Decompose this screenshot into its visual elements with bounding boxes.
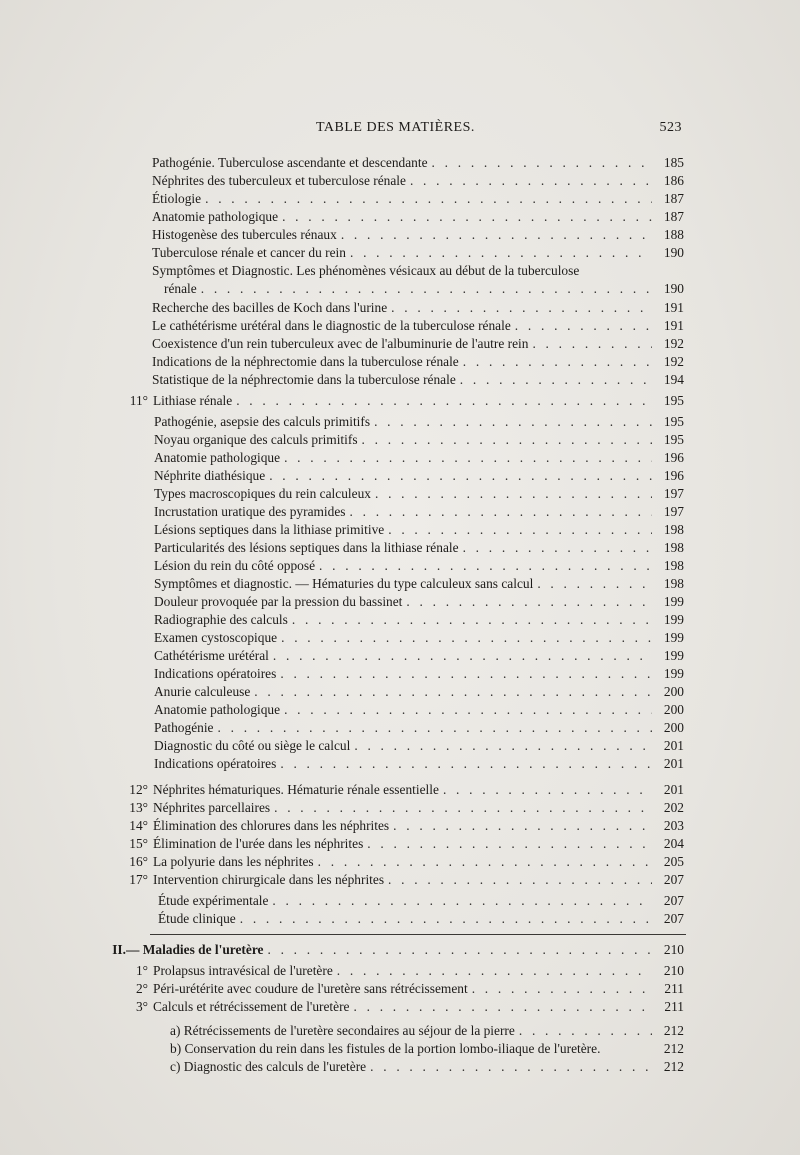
toc-entry-title: Prolapsus intravésical de l'uretère bbox=[153, 963, 333, 978]
toc-entry bbox=[0, 665, 800, 683]
dot-leader bbox=[280, 665, 652, 683]
toc-entry-page: 201 bbox=[663, 756, 684, 771]
dot-leader bbox=[350, 503, 652, 521]
toc-entry-number: 1° bbox=[135, 963, 148, 978]
toc-entry bbox=[0, 701, 800, 719]
toc-entry-page: 200 bbox=[663, 702, 684, 717]
toc-entry bbox=[0, 485, 800, 503]
dot-leader bbox=[218, 719, 653, 737]
toc-entry-page: 205 bbox=[663, 854, 684, 869]
dot-leader bbox=[236, 392, 652, 410]
toc-entry bbox=[0, 154, 800, 172]
toc-entry-page: 197 bbox=[663, 504, 684, 519]
toc-entry-title: Anatomie pathologique bbox=[154, 702, 281, 717]
dot-leader bbox=[391, 299, 652, 317]
dot-leader bbox=[319, 557, 652, 575]
toc-entry-number: 13° bbox=[129, 800, 148, 815]
toc-entry-page: 200 bbox=[663, 720, 684, 735]
dot-leader bbox=[532, 335, 652, 353]
toc-entry bbox=[0, 539, 800, 557]
toc-entry bbox=[0, 910, 800, 928]
toc-entry-number: 12° bbox=[129, 782, 148, 797]
toc-entry-page: 210 bbox=[663, 942, 684, 957]
toc-entry-title: Pathogénie bbox=[154, 720, 214, 735]
dot-leader bbox=[432, 154, 652, 172]
toc-entry-page: 195 bbox=[663, 432, 684, 447]
dot-leader bbox=[443, 781, 652, 799]
toc-entry-page: 210 bbox=[663, 963, 684, 978]
toc-entry-number: II. bbox=[112, 942, 126, 957]
toc-entry-title: Statistique de la néphrectomie dans la tuberculose rénale bbox=[152, 372, 456, 387]
dot-leader bbox=[240, 910, 652, 928]
toc-entry-title: Anatomie pathologique bbox=[154, 450, 281, 465]
dot-leader bbox=[273, 647, 652, 665]
dot-leader bbox=[337, 962, 652, 980]
toc-entry bbox=[0, 1022, 800, 1040]
dot-leader bbox=[410, 172, 652, 190]
toc-entry-title: Lésions septiques dans la lithiase primitive bbox=[154, 522, 385, 537]
toc-entry-title: rénale bbox=[164, 281, 197, 296]
toc-entry-page: 191 bbox=[663, 318, 684, 333]
toc-entry bbox=[0, 998, 800, 1016]
toc-entry-page: 190 bbox=[663, 281, 684, 296]
toc-entry-page: 185 bbox=[663, 155, 684, 170]
toc-entry-page: 187 bbox=[663, 191, 684, 206]
dot-leader bbox=[282, 208, 652, 226]
toc-entry bbox=[0, 353, 800, 371]
toc-entry-page: 192 bbox=[663, 354, 684, 369]
toc-entry bbox=[0, 262, 800, 280]
toc-entry bbox=[0, 226, 800, 244]
toc-entry bbox=[0, 335, 800, 353]
toc-entry bbox=[0, 647, 800, 665]
dot-leader bbox=[460, 371, 652, 389]
toc-entry-page: 199 bbox=[663, 594, 684, 609]
toc-entry-page: 196 bbox=[663, 468, 684, 483]
toc-entry-page: 199 bbox=[663, 666, 684, 681]
toc-entry-page: 197 bbox=[663, 486, 684, 501]
dot-leader bbox=[284, 701, 652, 719]
toc-entry-title: Élimination de l'urée dans les néphrites bbox=[153, 836, 364, 851]
toc-entry-page: 198 bbox=[663, 576, 684, 591]
toc-entry bbox=[0, 781, 800, 799]
toc-entry-title: Symptômes et Diagnostic. Les phénomènes vésicaux au début de la tuberculose bbox=[152, 263, 580, 278]
toc-entry-title: Incrustation uratique des pyramides bbox=[154, 504, 346, 519]
dot-leader bbox=[269, 467, 652, 485]
toc-entry-title: c) Diagnostic des calculs de l'uretère bbox=[170, 1059, 367, 1074]
dot-leader bbox=[463, 353, 652, 371]
toc-entry bbox=[0, 557, 800, 575]
dot-leader bbox=[367, 835, 652, 853]
dot-leader bbox=[205, 190, 652, 208]
toc-entry bbox=[0, 737, 800, 755]
toc-entry-title: Péri-urétérite avec coudure de l'uretère sans rétrécissement bbox=[153, 981, 468, 996]
toc-entry bbox=[0, 244, 800, 262]
toc-entry bbox=[0, 208, 800, 226]
toc-entry bbox=[0, 593, 800, 611]
toc-entry-title: — Maladies de l'uretère bbox=[126, 942, 264, 957]
dot-leader bbox=[393, 817, 652, 835]
dot-leader bbox=[281, 629, 652, 647]
toc-entry-title: Néphrites parcellaires bbox=[153, 800, 271, 815]
toc-entry-title: Noyau organique des calculs primitifs bbox=[154, 432, 358, 447]
toc-entry-title: Examen cystoscopique bbox=[154, 630, 278, 645]
toc-entry-page: 204 bbox=[663, 836, 684, 851]
dot-leader bbox=[463, 539, 652, 557]
toc-entry-title: Lithiase rénale bbox=[153, 393, 233, 408]
toc-entry-page: 196 bbox=[663, 450, 684, 465]
toc-entry bbox=[0, 413, 800, 431]
toc-entry-title: Le cathétérisme urétéral dans le diagnostic de la tuberculose rénale bbox=[152, 318, 511, 333]
section-rule bbox=[150, 934, 686, 935]
toc-entry bbox=[0, 853, 800, 871]
toc-entry-title: Recherche des bacilles de Koch dans l'urine bbox=[152, 300, 388, 315]
dot-leader bbox=[254, 683, 652, 701]
toc-entry-title: Types macroscopiques du rein calculeux bbox=[154, 486, 371, 501]
page-number: 523 bbox=[659, 120, 682, 135]
toc-entry-title: b) Conservation du rein dans les fistules de la portion lombo-iliaque de l'uretère. bbox=[170, 1041, 601, 1056]
toc-entry-title: Étude clinique bbox=[158, 911, 236, 926]
toc-entry-page: 199 bbox=[663, 648, 684, 663]
toc-entry-title: a) Rétrécissements de l'uretère secondaires au séjour de la pierre bbox=[170, 1023, 515, 1038]
toc-entry-number: 2° bbox=[135, 981, 148, 996]
toc-entry bbox=[0, 719, 800, 737]
toc-entry-title: Coexistence d'un rein tuberculeux avec de l'albuminurie de l'autre rein bbox=[152, 336, 529, 351]
toc-entry-page: 201 bbox=[663, 738, 684, 753]
toc-entry-number: 14° bbox=[129, 818, 148, 833]
toc-entry bbox=[0, 1040, 800, 1058]
toc-entry-title: Néphrite diathésique bbox=[154, 468, 266, 483]
toc-entry-title: Diagnostic du côté ou siège le calcul bbox=[154, 738, 351, 753]
toc-entry-title: Étude expérimentale bbox=[158, 893, 269, 908]
toc-entry-page: 194 bbox=[663, 372, 684, 387]
running-header bbox=[130, 120, 682, 140]
toc-entry-title: Pathogénie, asepsie des calculs primitifs bbox=[154, 414, 371, 429]
toc-entry-title: Intervention chirurgicale dans les néphrites bbox=[153, 872, 385, 887]
toc-entry-page: 202 bbox=[663, 800, 684, 815]
toc-entry-page: 192 bbox=[663, 336, 684, 351]
toc-entry-title: Lésion du rein du côté opposé bbox=[154, 558, 316, 573]
toc-entry bbox=[0, 871, 800, 889]
toc-entry bbox=[0, 611, 800, 629]
dot-leader bbox=[350, 244, 652, 262]
toc-entry-title: Néphrites hématuriques. Hématurie rénale essentielle bbox=[153, 782, 439, 797]
toc-entry-title: Néphrites des tuberculeux et tuberculose rénale bbox=[152, 173, 406, 188]
toc-entry-page: 191 bbox=[663, 300, 684, 315]
toc-entry-page: 199 bbox=[663, 612, 684, 627]
toc-entry-page: 207 bbox=[663, 872, 684, 887]
toc-entry-number: 3° bbox=[135, 999, 148, 1014]
dot-leader bbox=[388, 871, 652, 889]
toc-entry-page: 198 bbox=[663, 558, 684, 573]
toc-entry-title: Symptômes et diagnostic. — Hématuries du type calculeux sans calcul bbox=[154, 576, 534, 591]
dot-leader bbox=[472, 980, 652, 998]
toc-entry bbox=[0, 503, 800, 521]
dot-leader bbox=[292, 611, 652, 629]
toc-entry-page: 187 bbox=[663, 209, 684, 224]
toc-entry-title: Anurie calculeuse bbox=[154, 684, 251, 699]
toc-entry bbox=[0, 892, 800, 910]
dot-leader bbox=[406, 593, 652, 611]
toc-entry-number: 16° bbox=[129, 854, 148, 869]
toc-entry bbox=[0, 280, 800, 298]
toc-entry bbox=[0, 629, 800, 647]
dot-leader bbox=[274, 799, 652, 817]
toc-entry-page: 195 bbox=[663, 393, 684, 408]
toc-entry bbox=[0, 431, 800, 449]
page-title: TABLE DES MATIÈRES. bbox=[316, 120, 475, 135]
toc-entry-title: Étiologie bbox=[152, 191, 202, 206]
toc-entry bbox=[0, 941, 800, 959]
dot-leader bbox=[362, 431, 652, 449]
dot-leader bbox=[267, 941, 652, 959]
toc-entry-page: 186 bbox=[663, 173, 684, 188]
toc-entry-page: 201 bbox=[663, 782, 684, 797]
toc-entry-number: 11° bbox=[129, 393, 148, 408]
toc-entry-title: Particularités des lésions septiques dans la lithiase rénale bbox=[154, 540, 459, 555]
dot-leader bbox=[318, 853, 652, 871]
dot-leader bbox=[201, 280, 652, 298]
toc-entry-page: 212 bbox=[663, 1059, 684, 1074]
toc-entry-page: 198 bbox=[663, 522, 684, 537]
toc-entry-title: Tuberculose rénale et cancer du rein bbox=[152, 245, 346, 260]
dot-leader bbox=[537, 575, 652, 593]
toc-entry-title: Douleur provoquée par la pression du bassinet bbox=[154, 594, 403, 609]
toc-entry bbox=[0, 799, 800, 817]
toc-entry bbox=[0, 317, 800, 335]
toc-entry-title: La polyurie dans les néphrites bbox=[153, 854, 314, 869]
toc-entry-title: Calculs et rétrécissement de l'uretère bbox=[153, 999, 350, 1014]
toc-entry-title: Histogenèse des tubercules rénaux bbox=[152, 227, 337, 242]
dot-leader bbox=[280, 755, 652, 773]
toc-entry bbox=[0, 521, 800, 539]
toc-entry-page: 207 bbox=[663, 911, 684, 926]
toc-entry bbox=[0, 683, 800, 701]
dot-leader bbox=[272, 892, 652, 910]
toc-entry bbox=[0, 575, 800, 593]
dot-leader bbox=[519, 1022, 652, 1040]
dot-leader bbox=[515, 317, 652, 335]
toc-entry-page: 211 bbox=[664, 981, 684, 996]
toc-entry-title: Cathétérisme urétéral bbox=[154, 648, 269, 663]
dot-leader bbox=[341, 226, 652, 244]
dot-leader bbox=[370, 1058, 652, 1076]
toc-entry bbox=[0, 190, 800, 208]
toc-entry bbox=[0, 467, 800, 485]
toc-entry bbox=[0, 1058, 800, 1076]
toc-entry bbox=[0, 371, 800, 389]
toc-entry bbox=[0, 449, 800, 467]
toc-entry bbox=[0, 835, 800, 853]
toc-entry-page: 212 bbox=[663, 1023, 684, 1038]
toc-entry-number: 15° bbox=[129, 836, 148, 851]
toc-entry-page: 203 bbox=[663, 818, 684, 833]
toc-entry-title: Indications opératoires bbox=[154, 666, 277, 681]
toc-entry-title: Élimination des chlorures dans les néphrites bbox=[153, 818, 390, 833]
dot-leader bbox=[354, 998, 653, 1016]
toc-entry bbox=[0, 755, 800, 773]
toc-entry bbox=[0, 817, 800, 835]
toc-entry-page: 195 bbox=[663, 414, 684, 429]
dot-leader bbox=[354, 737, 652, 755]
toc-entry-page: 207 bbox=[663, 893, 684, 908]
toc-entry-page: 212 bbox=[663, 1041, 684, 1056]
toc-entry-page: 199 bbox=[663, 630, 684, 645]
toc-entry-title: Indications opératoires bbox=[154, 756, 277, 771]
toc-entry-title: Indications de la néphrectomie dans la tuberculose rénale bbox=[152, 354, 459, 369]
toc-entry-title: Anatomie pathologique bbox=[152, 209, 279, 224]
toc-entry bbox=[0, 962, 800, 980]
toc-entry bbox=[0, 392, 800, 410]
toc-entry bbox=[0, 980, 800, 998]
toc-entry-number: 17° bbox=[129, 872, 148, 887]
toc-entry-page: 188 bbox=[663, 227, 684, 242]
toc-entry-page: 200 bbox=[663, 684, 684, 699]
dot-leader bbox=[388, 521, 652, 539]
dot-leader bbox=[284, 449, 652, 467]
dot-leader bbox=[374, 413, 652, 431]
toc-entry-title: Radiographie des calculs bbox=[154, 612, 288, 627]
dot-leader bbox=[375, 485, 652, 503]
toc-entry-title: Pathogénie. Tuberculose ascendante et descendante bbox=[152, 155, 428, 170]
toc-entry bbox=[0, 172, 800, 190]
toc-entry-page: 198 bbox=[663, 540, 684, 555]
toc-entry-page: 211 bbox=[664, 999, 684, 1014]
toc-entry-page: 190 bbox=[663, 245, 684, 260]
toc-entry bbox=[0, 299, 800, 317]
